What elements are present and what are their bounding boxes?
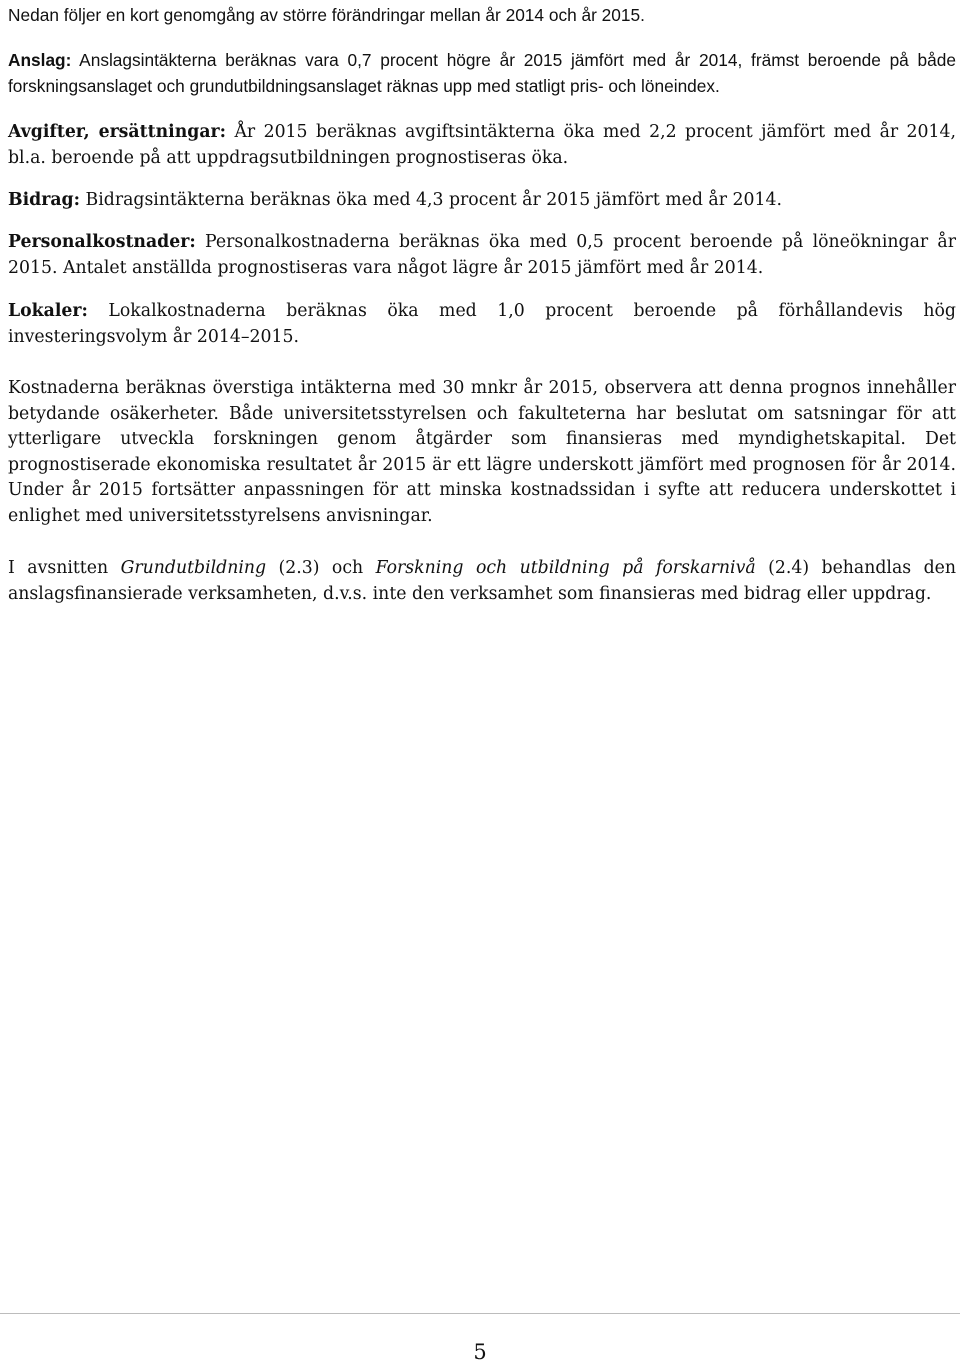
personalkostnader-label: Personalkostnader: (8, 232, 196, 252)
anslag-text: Anslagsintäkterna beräknas vara 0,7 procent högre år 2015 jämfört med år 2014, främst beroende på både forskningsanslaget och grundutbildningsanslaget räknas upp med statligt pris- och löneindex. (8, 50, 956, 96)
bidrag-label: Bidrag: (8, 190, 81, 210)
anslag-paragraph (8, 48, 956, 99)
grundutbildning-reference: Grundutbildning (120, 558, 267, 578)
page-number: 5 (473, 1340, 487, 1364)
forskning-reference: Forskning och utbildning på forskarnivå (375, 558, 756, 578)
personalkostnader-text: Personalkostnaderna beräknas öka med 0,5 procent beroende på löneökningar år 2015. Antalet anställda prognostiseras vara något lägre år 2015 jämfört med år 2014. (8, 232, 956, 278)
summary-paragraph: Kostnaderna beräknas överstiga intäkterna med 30 mnkr år 2015, observera att denna prognos innehåller betydande osäkerheter. Både universitetsstyrelsen och fakulteterna har beslutat om satsningar för att ytterligare utveckla forskningen genom åtgärder som finansieras med myndighetskapital. Det prognostiserade ekonomiska resultatet år 2015 är ett lägre underskott jämfört med prognosen för år 2014. Under år 2015 fortsätter anpassningen för att minska kostnadssidan i syfte att reducera underskottet i enlighet med universitetsstyrelsens anvisningar. (8, 378, 956, 526)
lokaler-label: Lokaler: (8, 301, 88, 321)
sections-note-paragraph (8, 556, 956, 607)
lokaler-paragraph (8, 299, 956, 350)
intro-paragraph: Nedan följer en kort genomgång av större förändringar mellan år 2014 och år 2015. (8, 5, 645, 25)
personalkostnader-paragraph (8, 230, 956, 281)
lokaler-text: Lokalkostnaderna beräknas öka med 1,0 procent beroende på förhållandevis hög investeringsvolym år 2014–2015. (8, 301, 956, 347)
sections-note-text-1: I avsnitten (8, 558, 121, 578)
bidrag-text: Bidragsintäkterna beräknas öka med 4,3 procent år 2015 jämfört med år 2014. (80, 190, 782, 210)
sections-note-text-2: (2.3) och (266, 558, 376, 578)
avgifter-label: Avgifter, ersättningar: (8, 122, 227, 142)
bidrag-paragraph (8, 188, 782, 214)
anslag-label: Anslag: (8, 50, 72, 70)
footer-divider (0, 1313, 960, 1314)
sections-note-text-3: (2.4) behandlas den anslagsfinansierade verksamheten, d.v.s. inte den verksamhet som finansieras med bidrag eller uppdrag. (8, 558, 956, 604)
avgifter-text: År 2015 beräknas avgiftsintäkterna öka med 2,2 procent jämfört med år 2014, bl.a. beroende på att uppdragsutbildningen prognostiseras öka. (8, 122, 957, 168)
avgifter-paragraph (8, 120, 956, 171)
